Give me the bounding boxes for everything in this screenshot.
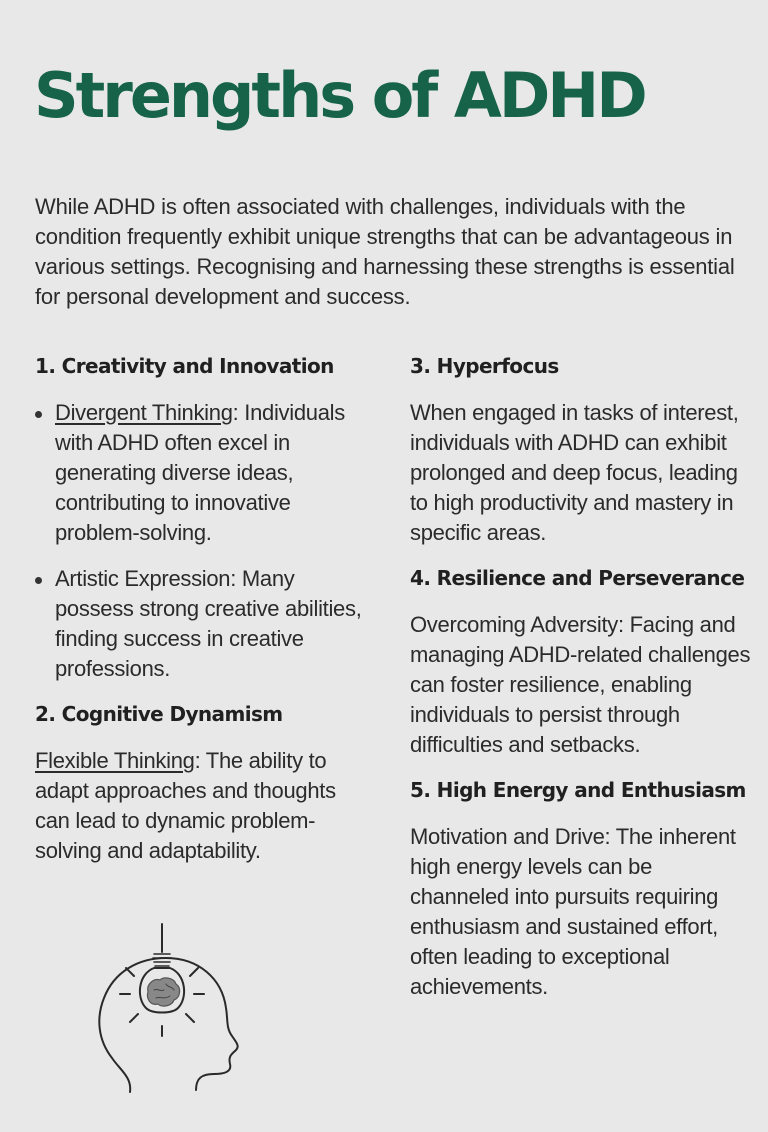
section-heading-hyperfocus: 3. Hyperfocus xyxy=(410,354,559,378)
flexible-thinking-term: Flexible Thinking xyxy=(35,748,195,773)
cognitive-paragraph xyxy=(35,746,365,866)
energy-paragraph: Motivation and Drive: The inherent high energy levels can be channeled into pursuits requiring enthusiasm and sustained effort, often leading to exceptional achievements. xyxy=(410,824,736,999)
artistic-expression-text: Artistic Expression: Many possess strong creative abilities, finding success in creative professions. xyxy=(55,566,362,681)
resilience-paragraph: Overcoming Adversity: Facing and managing ADHD-related challenges can foster resilience, enabling individuals to persist through difficulties and setbacks. xyxy=(410,612,751,757)
intro-paragraph: While ADHD is often associated with challenges, individuals with the condition frequently exhibit unique strengths that can be advantageous in various settings. Recognising and harnessing these strengths is essential for personal development and success. xyxy=(35,194,735,309)
page-title: Strengths of ADHD xyxy=(34,59,645,132)
section-heading-creativity: 1. Creativity and Innovation xyxy=(35,354,334,378)
section-heading-energy: 5. High Energy and Enthusiasm xyxy=(410,778,746,802)
left-column xyxy=(35,352,365,866)
section-heading-resilience: 4. Resilience and Perseverance xyxy=(410,566,745,590)
divergent-thinking-term: Divergent Thinking xyxy=(55,400,233,425)
list-item: Divergent Thinking: Individuals with ADHD often excel in generating diverse ideas, contributing to innovative problem-solving. xyxy=(35,398,365,548)
head-lightbulb-brain-icon xyxy=(90,922,250,1107)
right-column xyxy=(410,352,755,1002)
flexible-thinking-text: : The ability to adapt approaches and thoughts can lead to dynamic problem-solving and adaptability. xyxy=(35,748,336,863)
section-heading-cognitive: 2. Cognitive Dynamism xyxy=(35,702,283,726)
list-item xyxy=(35,564,365,684)
creativity-bullet-list xyxy=(35,398,365,684)
divergent-thinking-text: Individuals with ADHD often excel in generating diverse ideas, contributing to innovative problem-solving. xyxy=(55,400,345,545)
hyperfocus-paragraph: When engaged in tasks of interest, individuals with ADHD can exhibit prolonged and deep focus, leading to high productivity and mastery in specific areas. xyxy=(410,400,739,545)
